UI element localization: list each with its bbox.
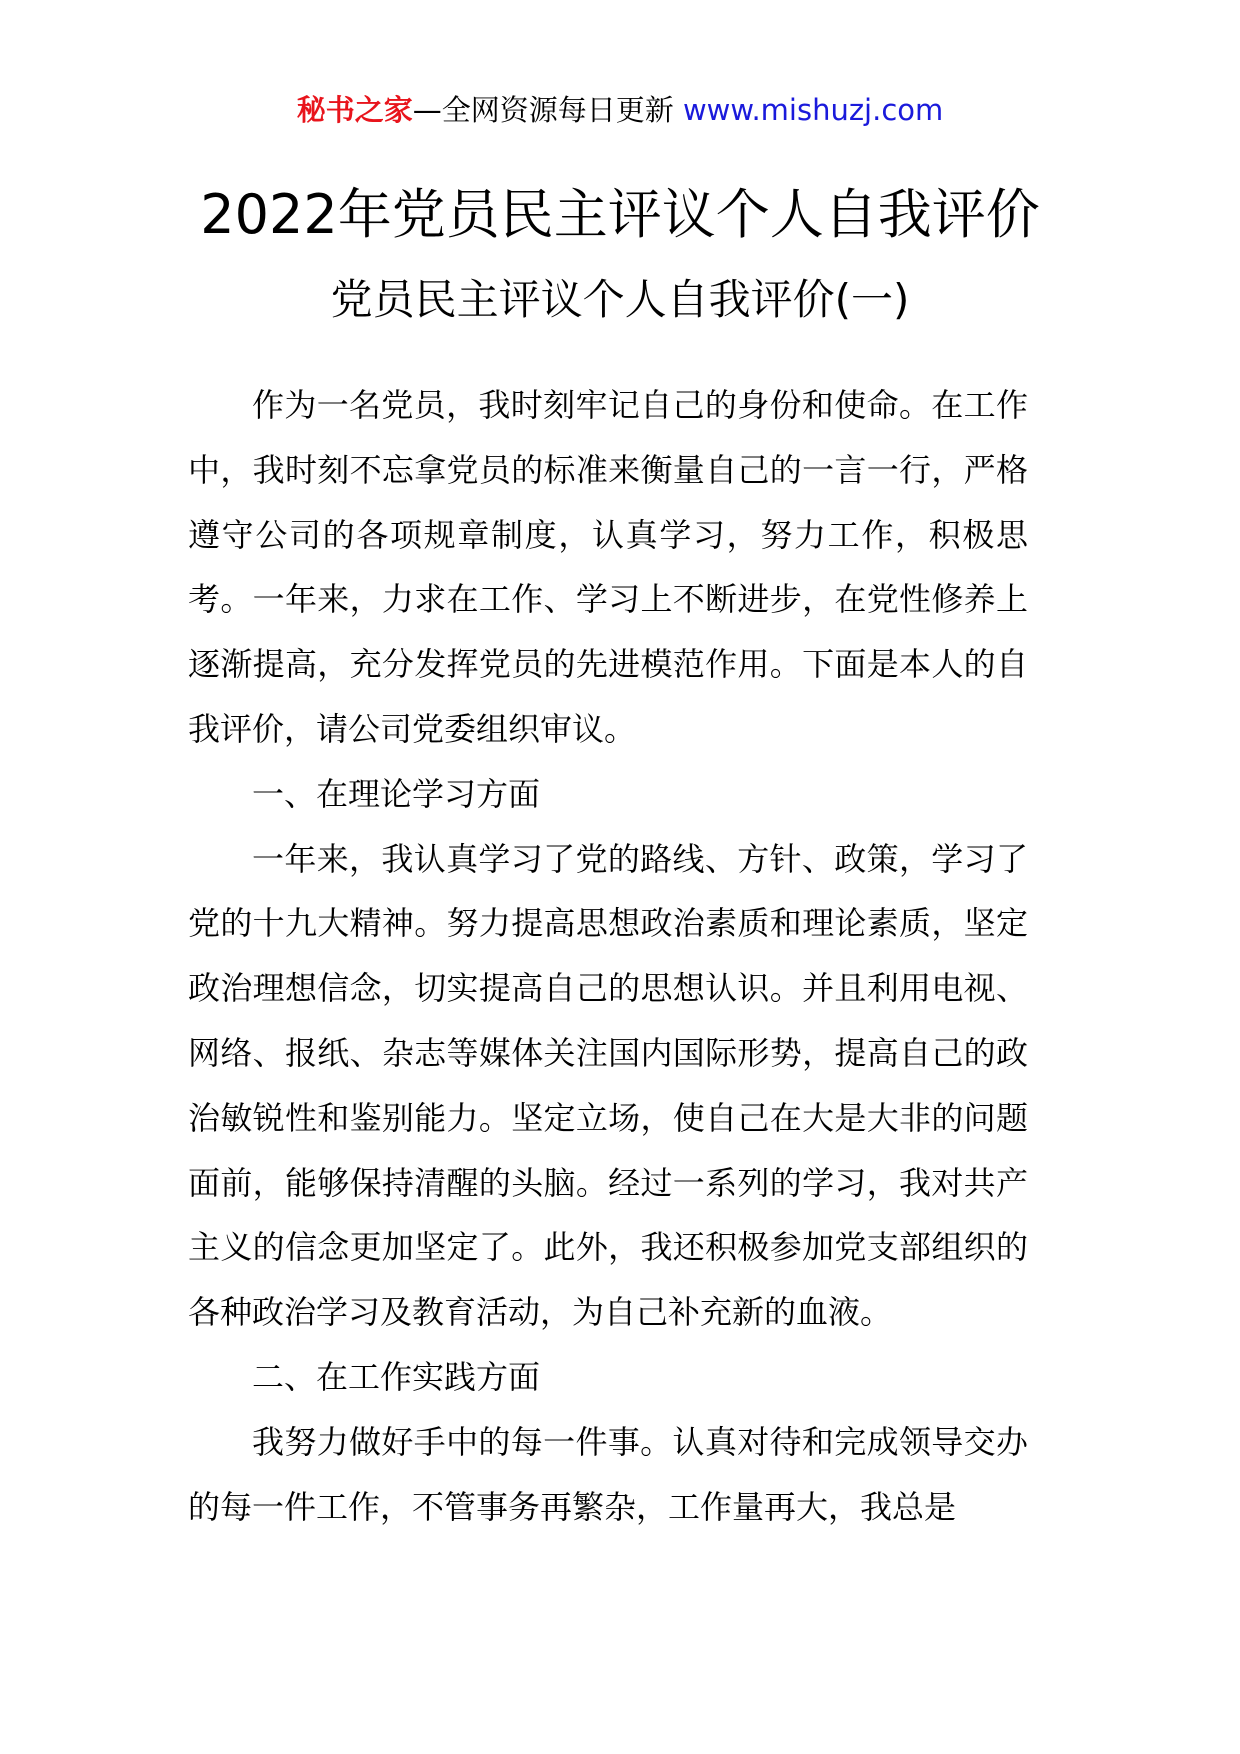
document-title: 2022年党员民主评议个人自我评价	[200, 183, 1040, 246]
document-body	[188, 373, 1028, 1539]
site-header	[0, 90, 1240, 130]
header-slogan: —全网资源每日更新	[412, 93, 674, 127]
paragraph-practice: 我努力做好手中的每一件事。认真对待和完成领导交办的每一件工作，不管事务再繁杂，工作量再大，我总是	[188, 1422, 1028, 1526]
section-heading-theory: 一、在理论学习方面	[252, 774, 541, 813]
paragraph-theory: 一年来，我认真学习了党的路线、方针、政策，学习了党的十九大精神。努力提高思想政治素质和理论素质，坚定政治理想信念，切实提高自己的思想认识。并且利用电视、网络、报纸、杂志等媒体关注国内国际形势，提高自己的政治敏锐性和鉴别能力。坚定立场，使自己在大是大非的问题面前，能够保持清醒的头脑。经过一系列的学习，我对共产主义的信念更加坚定了。此外，我还积极参加党支部组织的各种政治学习及教育活动，为自己补充新的血液。	[188, 839, 1028, 1332]
document-subtitle: 党员民主评议个人自我评价(一)	[330, 275, 910, 324]
paragraph-intro: 作为一名党员，我时刻牢记自己的身份和使命。在工作中，我时刻不忘拿党员的标准来衡量自己的一言一行，严格遵守公司的各项规章制度，认真学习，努力工作，积极思考。一年来，力求在工作、学习上不断进步，在党性修养上逐渐提高，充分发挥党员的先进模范作用。下面是本人的自我评价，请公司党委组织审议。	[188, 386, 1028, 748]
site-url-link[interactable]: www.mishuzj.com	[682, 93, 944, 127]
section-heading-practice: 二、在工作实践方面	[252, 1357, 541, 1396]
brand-name: 秘书之家	[296, 93, 413, 127]
